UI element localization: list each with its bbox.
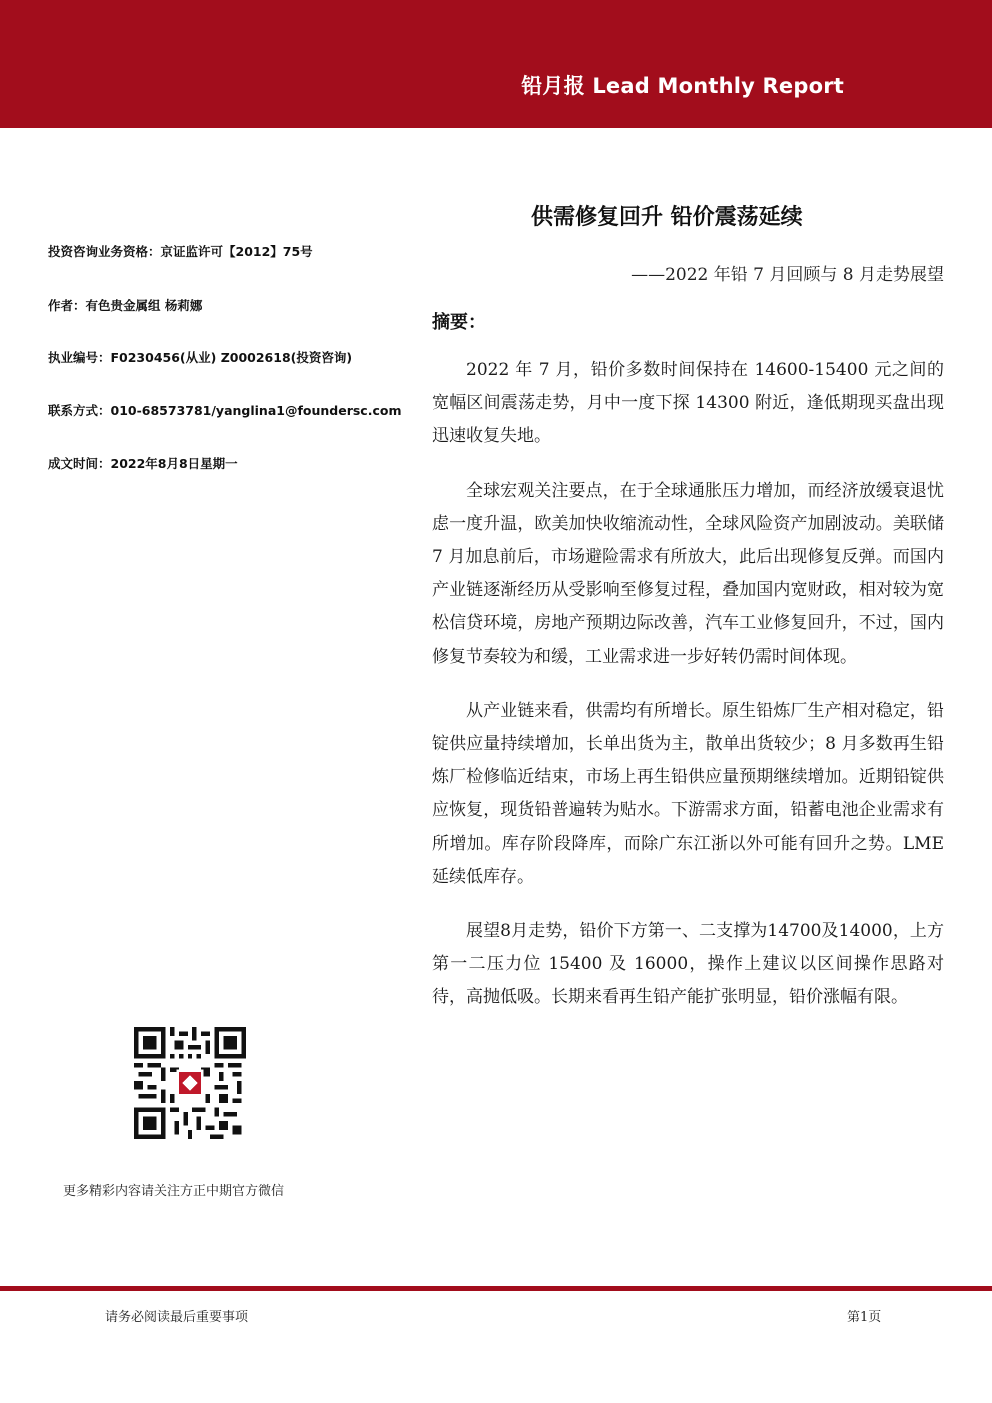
abstract-paragraph: 全球宏观关注要点，在于全球通胀压力增加，而经济放缓衰退忧虑一度升温，欧美加快收缩流动性，全球风险资产加剧波动。美联储 7 月加息前后，市场避险需求有所放大，此后出现修复反弹。而国内产业链逐渐经历从受影响至修复过程，叠加国内宽财政，相对较为宽松信贷环境，房地产预期边际改善，汽车工业修复回升，不过，国内修复节奏较为和缓，工业需求进一步好转仍需时间体现。 — [432, 480, 944, 667]
abstract-paragraph: 从产业链来看，供需均有所增长。原生铅炼厂生产相对稳定，铅锭供应量持续增加，长单出货为主，散单出货较少；8 月多数再生铅炼厂检修临近结束，市场上再生铅供应量预期继续增加。近期铅锭供应恢复，现货铅普遍转为贴水。下游需求方面，铅蓄电池企业需求有所增加。库存阶段降库，而除广东江浙以外可能有回升之势。LME 延续低库存。 — [432, 700, 944, 887]
author-line: 作者：有色贵金属组 杨莉娜 — [48, 298, 203, 313]
qualification-line: 投资咨询业务资格：京证监许可【2012】75号 — [48, 244, 313, 259]
abstract-heading: 摘要： — [432, 312, 486, 333]
abstract-body — [432, 354, 944, 1036]
footer-disclaimer: 请务必阅读最后重要事项 — [105, 1310, 249, 1325]
report-title: 铅月报 Lead Monthly Report — [521, 74, 844, 98]
license-line: 执业编号：F0230456(从业) Z0002618(投资咨询) — [48, 350, 353, 365]
qr-code-icon — [134, 1027, 246, 1139]
date-line: 成文时间：2022年8月8日星期一 — [48, 456, 238, 471]
header-banner — [0, 0, 992, 128]
article-subtitle: ——2022 年铅 7 月回顾与 8 月走势展望 — [631, 265, 944, 285]
abstract-paragraph: 2022 年 7 月，铅价多数时间保持在 14600-15400 元之间的宽幅区间震荡走势，月中一度下探 14300 附近，逢低期现买盘出现迅速收复失地。 — [432, 360, 944, 447]
qr-caption: 更多精彩内容请关注方正中期官方微信 — [63, 1184, 285, 1199]
contact-line[interactable]: 联系方式：010-68573781/yanglina1@foundersc.com — [48, 403, 402, 418]
article-title: 供需修复回升 铅价震荡延续 — [531, 205, 803, 230]
page-number: 第1页 — [847, 1310, 882, 1325]
abstract-paragraph: 展望8月走势，铅价下方第一、二支撑为14700及14000，上方第一二压力位 15400 及 16000，操作上建议以区间操作思路对待，高抛低吸。长期来看再生铅产能扩张明显，铅价涨幅有限。 — [432, 921, 944, 1008]
footer-divider — [0, 1286, 992, 1291]
